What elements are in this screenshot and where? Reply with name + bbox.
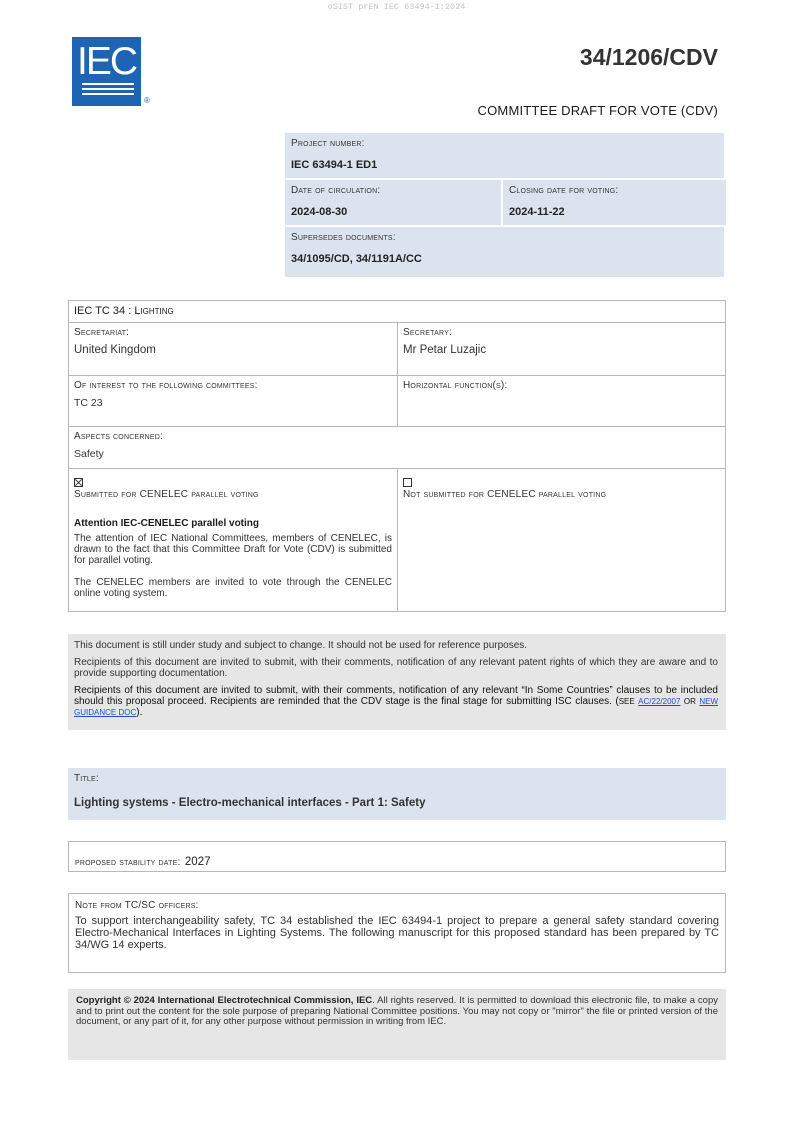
notice-paragraph-3 [74, 685, 718, 718]
horizontal-cell [397, 376, 725, 426]
document-reference: 34/1206/CDV [579, 44, 718, 70]
attention-paragraph-2: The CENELEC members are invited to vote through the CENELEC online voting system. [74, 577, 392, 599]
interest-label: Of interest to the following committees: [74, 380, 258, 391]
logo-lines [82, 80, 134, 95]
tc-cell [69, 301, 725, 322]
see-text: SEE [618, 697, 635, 706]
circulation-date-cell [285, 180, 501, 225]
secretary: Mr Petar Luzajic [403, 344, 487, 356]
closing-date-cell [503, 180, 726, 225]
tc-name: Lighting [134, 305, 174, 317]
or-text: OR [683, 697, 696, 706]
secretariat: United Kingdom [74, 344, 156, 356]
submitted-cell [69, 469, 397, 611]
document-type: COMMITTEE DRAFT FOR VOTE (CDV) [477, 103, 718, 118]
attention-heading: Attention IEC-CENELEC parallel voting [74, 518, 260, 529]
copyright-text [76, 996, 718, 1028]
secretariat-label: Secretariat: [74, 327, 130, 338]
copyright-box [68, 989, 726, 1060]
secretary-label: Secretary: [403, 327, 452, 338]
circulation-date-label: Date of circulation: [291, 185, 381, 196]
new-guidance-doc-link[interactable]: NEW GUIDANCE DOC [74, 697, 718, 717]
notice-paragraph-2: Recipients of this document are invited to submit, with their comments, notification of any relevant patent rights of which they are aware and to provide supporting documentation. [74, 657, 718, 679]
iec-logo [72, 37, 141, 106]
secretariat-cell [69, 323, 397, 375]
interest-committees: TC 23 [74, 397, 103, 409]
copyright-bold: Copyright © 2024 International Electrotechnical Commission, IEC [76, 995, 373, 1006]
closing-date: 2024-11-22 [509, 206, 565, 218]
supersedes-documents: 34/1095/CD, 34/1191A/CC [291, 253, 422, 265]
ac-22-2007-link[interactable]: AC/22/2007 [638, 697, 681, 706]
not-submitted-checkbox[interactable] [403, 478, 412, 487]
project-number-cell [285, 133, 724, 178]
not-submitted-label: Not submitted for CENELEC parallel voting [403, 489, 607, 500]
notice-close: ). [136, 707, 143, 718]
project-number: IEC 63494-1 ED1 [291, 159, 378, 171]
project-number-label: Project number: [291, 138, 365, 149]
submitted-checkbox[interactable] [74, 478, 83, 487]
aspects-label: Aspects concerned: [74, 431, 163, 442]
notice-paragraph-3-text: Recipients of this document are invited to submit, with their comments, notification of any relevant “In Some Countries” clauses to be included should this proposal proceed. Recipients are reminded that the CDV stage is the final stage for submitting ISC clauses. ( [74, 685, 718, 707]
logo-text: IEC [76, 40, 136, 83]
committee-table [68, 300, 726, 612]
watermark: oSIST prEN IEC 63494-1:2024 [327, 2, 466, 12]
aspects-cell [69, 427, 725, 468]
tc-prefix: IEC TC 34 : [74, 305, 135, 317]
submitted-label: Submitted for CENELEC parallel voting [74, 489, 259, 500]
aspects-concerned: Safety [74, 448, 104, 460]
title-box [68, 768, 726, 820]
secretary-cell [397, 323, 725, 375]
registered-mark: ® [144, 96, 150, 105]
project-info-box [285, 133, 726, 279]
note-box [68, 893, 726, 973]
stability-date: 2027 [184, 856, 211, 868]
attention-paragraph-1: The attention of IEC National Committees, members of CENELEC, is drawn to the fact that this Committee Draft for Vote (CDV) is submitted for parallel voting. [74, 533, 392, 566]
notice-box [68, 634, 726, 730]
stability-date-label: proposed stability date: [75, 857, 181, 868]
document-title: Lighting systems - Electro-mechanical interfaces - Part 1: Safety [74, 797, 426, 809]
note-text: To support interchangeability safety, TC 34 established the IEC 63494-1 project to prepare a general safety standard covering Electro-Mechanical Interfaces in Lighting Systems. The following manuscript for this proposed standard has been prepared by TC 34/WG 14 experts. [75, 915, 719, 951]
copyright-rest: . All rights reserved. It is permitted to download this electronic file, to make a copy and to print out the content for the sole purpose of preparing National Committee positions. You may not copy or "mirror" the file or printed version of the document, or any part of it, for any other purpose without permission in writing from IEC. [76, 995, 718, 1027]
notice-paragraph-1: This document is still under study and subject to change. It should not be used for reference purposes. [74, 640, 528, 651]
circulation-date: 2024-08-30 [291, 206, 348, 218]
stability-date-box [68, 841, 726, 872]
supersedes-label: Supersedes documents: [291, 232, 396, 243]
supersedes-cell [285, 227, 724, 277]
not-submitted-cell [397, 469, 725, 611]
title-label: Title: [74, 773, 99, 784]
note-label: Note from TC/SC officers: [75, 900, 199, 911]
interest-cell [69, 376, 397, 426]
closing-date-label: Closing date for voting: [509, 185, 619, 196]
horizontal-label: Horizontal function(s): [403, 380, 508, 391]
